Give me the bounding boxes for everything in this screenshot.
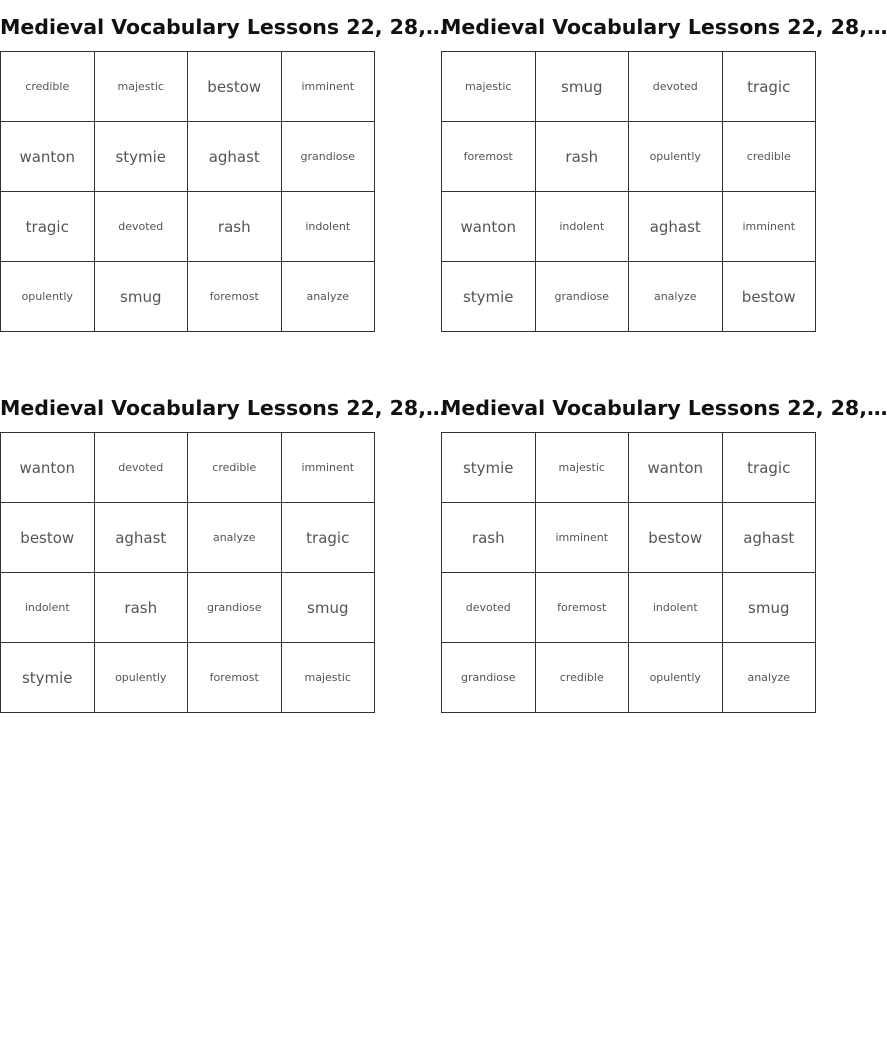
word-cell: majestic: [94, 52, 188, 122]
word-cell: foremost: [188, 643, 282, 713]
grid-row: [442, 643, 816, 713]
word-cell: bestow: [722, 262, 816, 332]
word-cell: stymie: [94, 122, 188, 192]
grid-row: [1, 573, 375, 643]
word-cell: indolent: [281, 192, 375, 262]
word-cell: tragic: [722, 433, 816, 503]
word-cell: wanton: [629, 433, 723, 503]
grid-row: [442, 262, 816, 332]
word-cell: stymie: [442, 262, 536, 332]
word-cell: rash: [94, 573, 188, 643]
grid-row: [442, 573, 816, 643]
word-cell: devoted: [94, 433, 188, 503]
word-cell: bestow: [188, 52, 282, 122]
card-title: Medieval Vocabulary Lessons 22, 28,…: [441, 15, 887, 39]
word-cell: wanton: [1, 433, 95, 503]
word-cell: opulently: [629, 122, 723, 192]
word-cell: opulently: [1, 262, 95, 332]
grid-row: [1, 192, 375, 262]
word-cell: opulently: [629, 643, 723, 713]
word-cell: smug: [94, 262, 188, 332]
word-cell: tragic: [281, 503, 375, 573]
word-cell: grandiose: [442, 643, 536, 713]
word-cell: devoted: [94, 192, 188, 262]
word-cell: devoted: [442, 573, 536, 643]
word-cell: stymie: [442, 433, 536, 503]
word-cell: aghast: [188, 122, 282, 192]
word-cell: aghast: [94, 503, 188, 573]
grid-row: [1, 262, 375, 332]
word-cell: imminent: [535, 503, 629, 573]
word-cell: analyze: [188, 503, 282, 573]
word-cell: bestow: [629, 503, 723, 573]
grid-row: [442, 503, 816, 573]
word-cell: indolent: [535, 192, 629, 262]
word-cell: wanton: [442, 192, 536, 262]
grid-row: [1, 433, 375, 503]
word-cell: analyze: [281, 262, 375, 332]
word-cell: foremost: [188, 262, 282, 332]
word-cell: foremost: [535, 573, 629, 643]
word-cell: credible: [722, 122, 816, 192]
word-cell: majestic: [535, 433, 629, 503]
word-cell: grandiose: [281, 122, 375, 192]
word-cell: stymie: [1, 643, 95, 713]
word-cell: credible: [1, 52, 95, 122]
word-grid: [441, 51, 816, 332]
word-grid: [0, 432, 375, 713]
word-cell: bestow: [1, 503, 95, 573]
word-cell: smug: [535, 52, 629, 122]
word-cell: grandiose: [535, 262, 629, 332]
word-cell: rash: [535, 122, 629, 192]
word-cell: tragic: [722, 52, 816, 122]
grid-row: [1, 52, 375, 122]
word-cell: foremost: [442, 122, 536, 192]
grid-row: [442, 122, 816, 192]
word-cell: indolent: [1, 573, 95, 643]
word-cell: analyze: [629, 262, 723, 332]
card-title: Medieval Vocabulary Lessons 22, 28,…: [0, 15, 447, 39]
grid-row: [1, 503, 375, 573]
grid-row: [442, 433, 816, 503]
word-cell: smug: [281, 573, 375, 643]
bingo-card-3: [0, 393, 447, 687]
bingo-card-4: [441, 393, 887, 684]
word-cell: tragic: [1, 192, 95, 262]
word-cell: rash: [188, 192, 282, 262]
word-cell: rash: [442, 503, 536, 573]
grid-row: [1, 643, 375, 713]
word-cell: imminent: [722, 192, 816, 262]
word-cell: devoted: [629, 52, 723, 122]
word-cell: majestic: [442, 52, 536, 122]
bingo-card-2: [441, 12, 887, 306]
word-cell: imminent: [281, 433, 375, 503]
grid-row: [442, 52, 816, 122]
word-cell: analyze: [722, 643, 816, 713]
grid-row: [1, 122, 375, 192]
word-cell: indolent: [629, 573, 723, 643]
bingo-card-1: [0, 12, 447, 306]
word-cell: smug: [722, 573, 816, 643]
card-title: Medieval Vocabulary Lessons 22, 28,…: [0, 396, 447, 420]
grid-row: [442, 192, 816, 262]
word-cell: imminent: [281, 52, 375, 122]
word-cell: majestic: [281, 643, 375, 713]
word-grid: [0, 51, 375, 332]
word-cell: credible: [535, 643, 629, 713]
word-cell: grandiose: [188, 573, 282, 643]
word-cell: aghast: [722, 503, 816, 573]
word-grid: [441, 432, 816, 713]
word-cell: credible: [188, 433, 282, 503]
word-cell: wanton: [1, 122, 95, 192]
card-title: Medieval Vocabulary Lessons 22, 28,…: [441, 396, 887, 420]
word-cell: opulently: [94, 643, 188, 713]
word-cell: aghast: [629, 192, 723, 262]
